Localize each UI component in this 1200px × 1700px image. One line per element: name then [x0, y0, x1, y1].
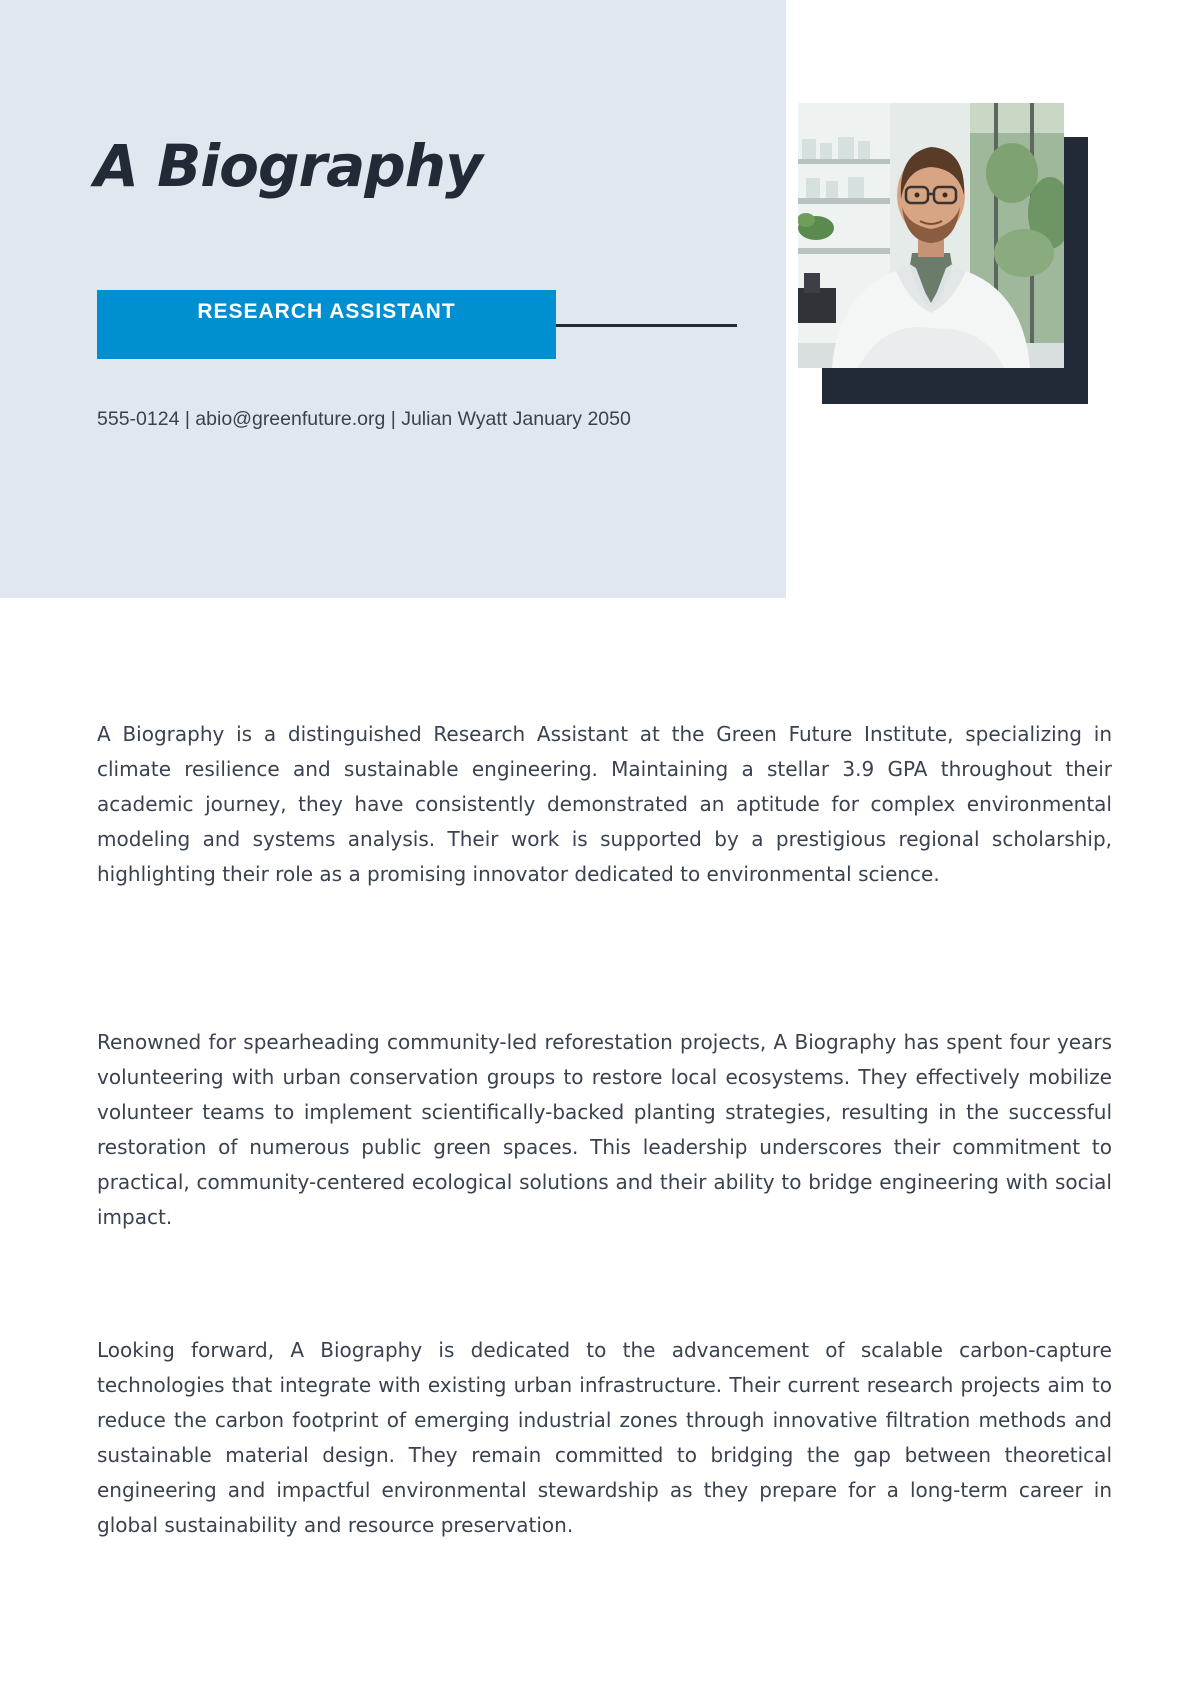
portrait-photo	[798, 103, 1064, 368]
role-label: RESEARCH ASSISTANT	[197, 300, 456, 323]
role-banner	[97, 290, 556, 359]
role-divider-line	[556, 324, 737, 327]
bio-paragraph-2: Renowned for spearheading community-led reforestation projects, A Biography has spent four years volunteering with urban conservation groups to restore local ecosystems. They effectively mobilize volunteer teams to implement scientifically-backed planting strategies, resulting in the successful restoration of numerous public green spaces. This leadership underscores their commitment to practical, community-centered ecological solutions and their ability to bridge engineering with social impact.	[97, 1030, 1112, 1229]
contact-info: 555-0124 | abio@greenfuture.org | Julian Wyatt January 2050	[97, 408, 631, 430]
page-title: A Biography	[94, 132, 482, 200]
bio-paragraph-3: Looking forward, A Biography is dedicated to the advancement of scalable carbon-capture technologies that integrate with existing urban infrastructure. Their current research projects aim to reduce the carbon footprint of emerging industrial zones through innovative filtration methods and sustainable material design. They remain committed to bridging the gap between theoretical engineering and impactful environmental stewardship as they prepare for a long-term career in global sustainability and resource preservation.	[97, 1338, 1112, 1537]
bio-paragraph-1: A Biography is a distinguished Research Assistant at the Green Future Institute, specializing in climate resilience and sustainable engineering. Maintaining a stellar 3.9 GPA throughout their academic journey, they have consistently demonstrated an aptitude for complex environmental modeling and systems analysis. Their work is supported by a prestigious regional scholarship, highlighting their role as a promising innovator dedicated to environmental science.	[97, 722, 1112, 886]
